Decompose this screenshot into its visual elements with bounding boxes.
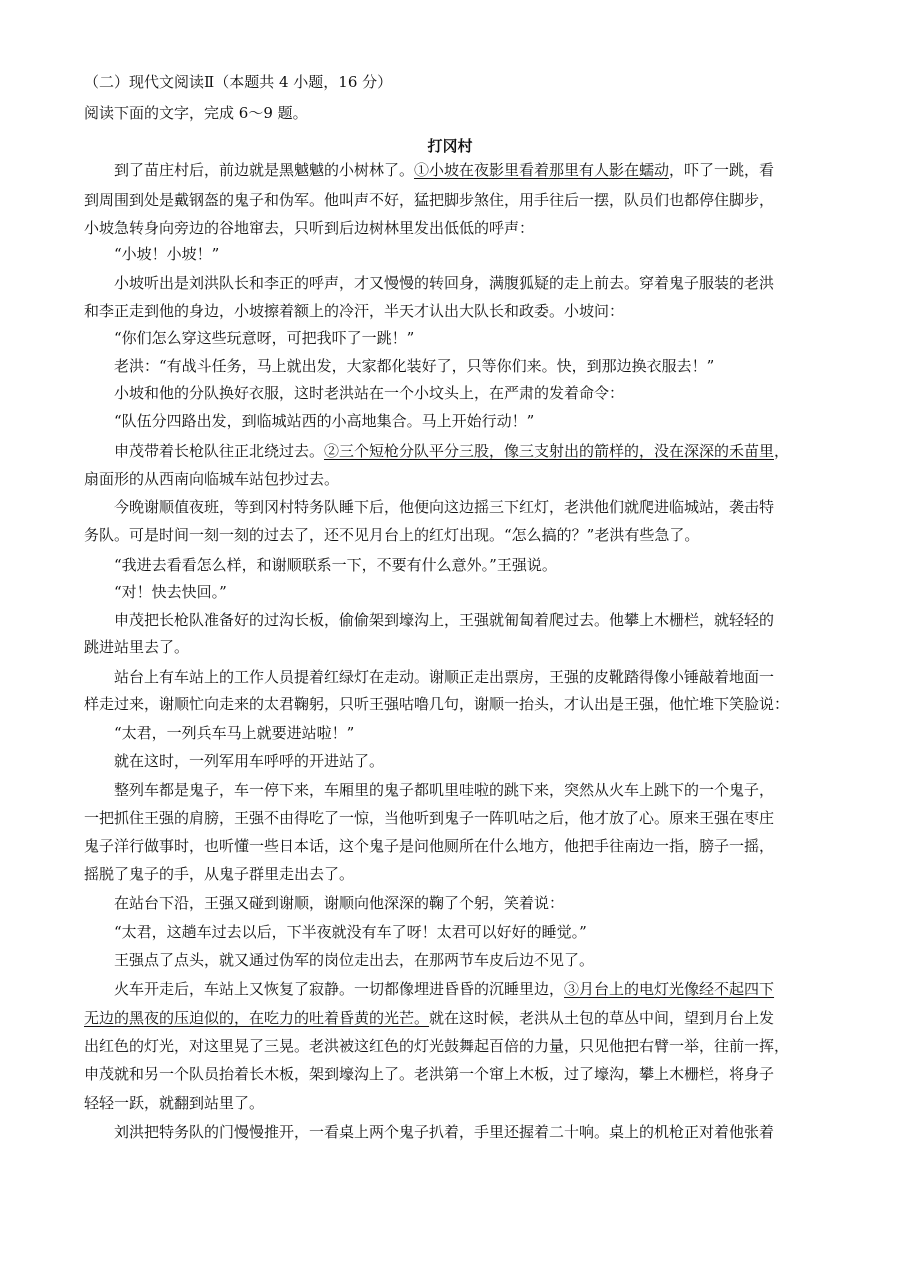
article-line: “对！快去快回。” (114, 583, 227, 601)
article-line (114, 441, 814, 461)
article-line: 今晚谢顺值夜班，等到冈村特务队睡下后，他便向这边摇三下红灯，老洪他们就爬进临城站，袭击特 (114, 498, 775, 516)
article-line: 申茂就和另一个队员抬着长木板，架到壕沟上了。老洪第一个窜上木板，过了壕沟，攀上木栅栏，将身子 (84, 1065, 775, 1083)
text-segment: 到了苗庄村后，前边就是黑魆魆的小树林了。 (114, 161, 415, 179)
article-line (114, 160, 814, 180)
article-line: 扇面形的从西南向临城车站包抄过去。 (84, 470, 340, 488)
article-line: 到周围到处是戴钢盔的鬼子和伪军。他叫声不好，猛把脚步煞住，用手往后一摆，队员们也都停住脚步， (84, 191, 775, 209)
article-line: 申茂把长枪队准备好的过沟长板，偷偷架到壕沟上，王强就匍匐着爬过去。他攀上木栅栏，就轻轻的 (114, 611, 775, 629)
text-segment: ， (774, 442, 790, 460)
article-line: 务队。可是时间一刻一刻的过去了，还不见月台上的红灯出现。“怎么搞的？”老洪有些急了。 (84, 526, 700, 544)
article-line: “我进去看看怎么样，和谢顺联系一下，不要有什么意外。”王强说。 (114, 556, 557, 574)
article-line: 整列车都是鬼子，车一停下来，车厢里的鬼子都叽里哇啦的跳下来，突然从火车上跳下的一个鬼子， (114, 781, 775, 799)
article-line: “你们怎么穿这些玩意呀，可把我吓了一跳！” (114, 329, 415, 347)
article-line: 在站台下沿，王强又碰到谢顺，谢顺向他深深的鞠了个躬，笑着说： (114, 894, 565, 912)
text-segment: 申茂带着长枪队往正北绕过去。 (114, 442, 325, 460)
article-line (114, 979, 814, 999)
article-line (84, 1008, 814, 1028)
article-line: “小坡！小坡！” (114, 245, 220, 263)
article-line: 一把抓住王强的肩膀，王强不由得吃了一惊，当他听到鬼子一阵叽咕之后，他才放了心。原来王强在枣庄 (84, 809, 775, 827)
underlined-sentence-3-cont: 无边的黑夜的压迫似的，在吃力的吐着昏黄的光芒。 (84, 1009, 430, 1027)
underlined-sentence-2: ②三个短枪分队平分三股，像三支射出的箭样的，没在深深的禾苗里 (324, 442, 775, 460)
article-line: “太君，一列兵车马上就要进站啦！” (114, 724, 355, 742)
article-line: “太君，这趟车过去以后，下半夜就没有车了呀！太君可以好好的睡觉。” (114, 923, 587, 941)
article-line: 刘洪把特务队的门慢慢推开，一看桌上两个鬼子扒着，手里还握着二十响。桌上的机枪正对着他张着 (114, 1123, 775, 1141)
article-line: 小坡急转身向旁边的谷地窜去，只听到后边树林里发出低低的呼声： (84, 219, 535, 237)
article-line: 老洪：“有战斗任务，马上就出发，大家都化装好了，只等你们来。快，到那边换衣服去！” (114, 357, 715, 375)
text-segment: ，吓了一跳，看 (669, 161, 775, 179)
article-line: “队伍分四路出发，到临城站西的小高地集合。马上开始行动！” (114, 412, 535, 430)
article-title: 打冈村 (427, 137, 473, 155)
article-line: 鬼子洋行做事时，也听懂一些日本话，这个鬼子是问他厕所在什么地方，他把手往南边一指，膀子一摇， (84, 837, 775, 855)
article-line: 站台上有车站上的工作人员提着红绿灯在走动。谢顺正走出票房，王强的皮靴踏得像小锤敲着地面一 (114, 668, 775, 686)
article-line: 小坡听出是刘洪队长和李正的呼声，才又慢慢的转回身，满腹狐疑的走上前去。穿着鬼子服装的老洪 (114, 274, 775, 292)
text-segment: 就在这时候，老洪从土包的草丛中间，望到月台上发 (429, 1009, 775, 1027)
instruction-text: 阅读下面的文字，完成 6～9 题。 (84, 104, 308, 122)
underlined-sentence-1: ①小坡在夜影里看着那里有人影在蠕动 (414, 161, 670, 179)
article-line: 就在这时，一列军用车呼呼的开进站了。 (114, 752, 385, 770)
article-line: 小坡和他的分队换好衣服，这时老洪站在一个小坟头上，在严肃的发着命令： (114, 384, 625, 402)
article-line: 跳进站里去了。 (84, 638, 190, 656)
article-line: 样走过来，谢顺忙向走来的太君鞠躬，只听王强咕噜几句，谢顺一抬头，才认出是王强，他忙堆下笑脸说： (84, 695, 790, 713)
underlined-sentence-3: ③月台上的电灯光像经不起四下 (564, 980, 775, 998)
section-header: （二）现代文阅读Ⅱ（本题共 4 小题，16 分） (84, 73, 393, 91)
article-line: 轻轻一跃，就翻到站里了。 (84, 1094, 265, 1112)
article-line: 出红色的灯光，对这里晃了三晃。老洪被这红色的灯光鼓舞起百倍的力量，只见他把右臂一举，往前一挥， (84, 1037, 790, 1055)
article-line: 王强点了点头，就又通过伪军的岗位走出去，在那两节车皮后边不见了。 (114, 951, 595, 969)
article-line: 和李正走到他的身边，小坡擦着额上的冷汗，半天才认出大队长和政委。小坡问： (84, 302, 625, 320)
article-line: 摇脱了鬼子的手，从鬼子群里走出去了。 (84, 865, 355, 883)
text-segment: 火车开走后，车站上又恢复了寂静。一切都像埋进昏昏的沉睡里边， (114, 980, 565, 998)
